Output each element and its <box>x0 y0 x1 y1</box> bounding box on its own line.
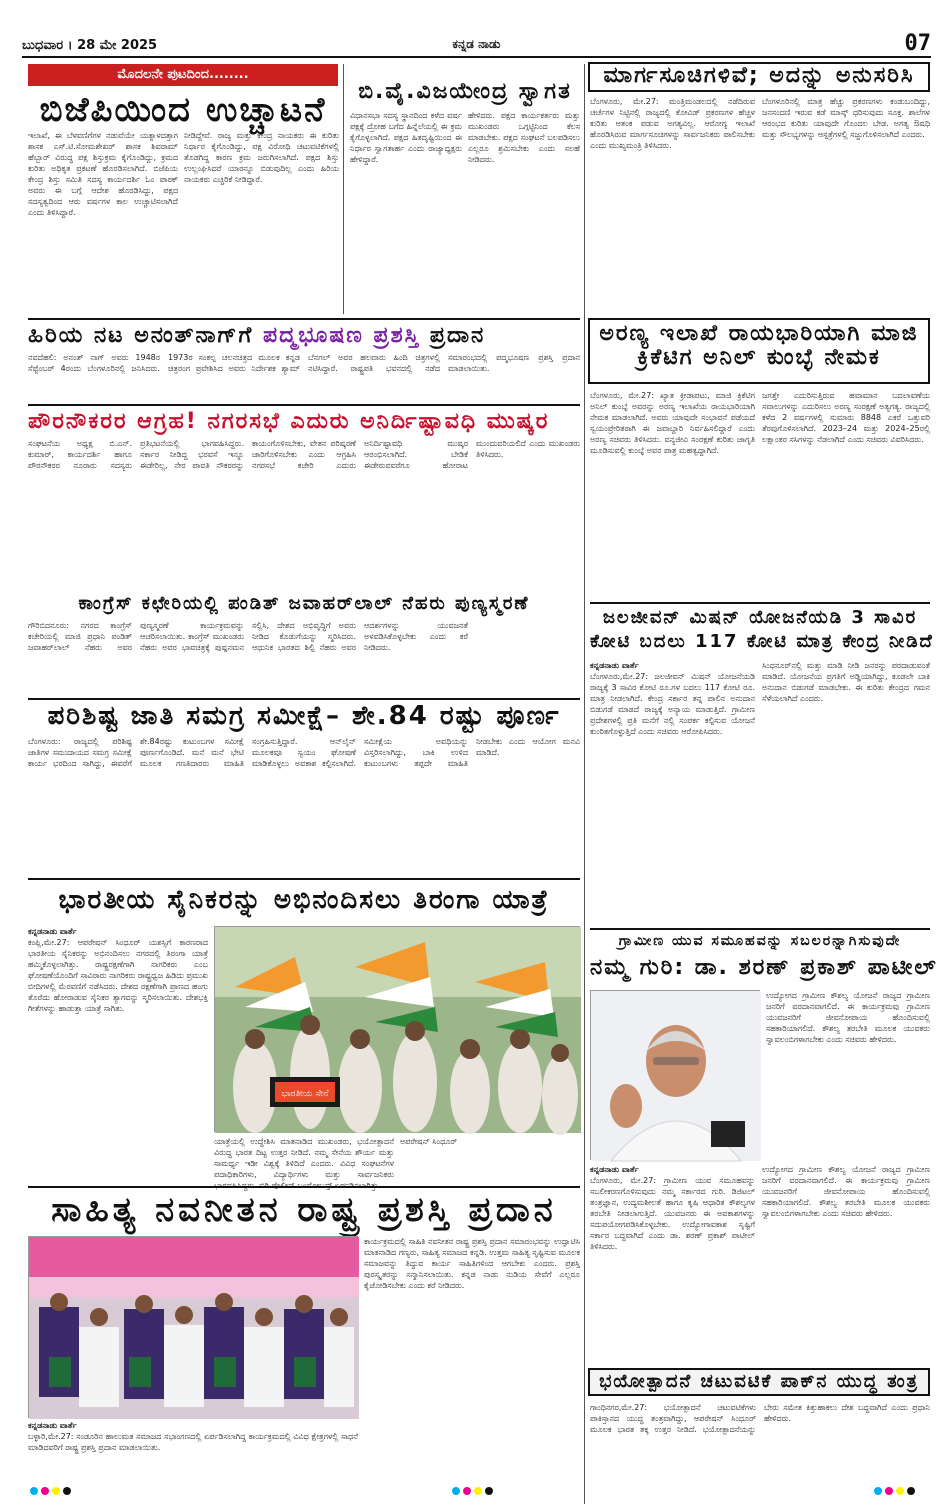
pak-headline: ಭಯೋತ್ಪಾದನೆ ಚಟುವಟಿಕೆ ಪಾಕ್‌ನ ಯುದ್ಧ ತಂತ್ರ <box>599 1371 919 1392</box>
sharan-text: ಬೆಂಗಳೂರು, ಮೇ.27: ಗ್ರಾಮೀಣ ಯುವ ಸಮೂಹವನ್ನು ಸಬಲೀಕರಣಗೊಳಿಸುವುದು ನಮ್ಮ ಸರ್ಕಾರದ ಗುರಿ. ಡಿಜಿಟಲ್ ತಂತ್ರಜ್ಞಾನ, ಉದ್ಯಮಶೀಲತೆ ಹಾಗೂ ಕೃಷಿ ಆಧಾರಿತ ಕೌಶಲ್ಯಗಳ ತರಬೇತಿ ನೀಡಲಾಗುತ್ತಿದೆ. ಯುವಜನರು ಈ ಅವಕಾಶಗಳನ್ನು ಸದುಪಯೋಗಪಡಿಸಿಕೊಳ್ಳಬೇಕು. ಉದ್ಯೋಗಾವಕಾಶ ಸೃಷ್ಟಿಗೆ ಸರ್ಕಾರ ಬದ್ಧವಾಗಿದೆ ಎಂದು ಡಾ. ಶರಣ್ ಪ್ರಕಾಶ್ ಪಾಟೀಲ್ ತಿಳಿಸಿದರು. <box>590 1176 755 1251</box>
minister-portrait-illustration <box>591 991 761 1161</box>
pak-body: ಗಾಂಧಿನಗರ,ಮೇ.27: ಭಯೋತ್ಪಾದನೆ ಚಟುವಟಿಕೆಗಳು ಪಾಕಿಸ್ತಾನದ ಯುದ್ಧ ತಂತ್ರವಾಗಿದ್ದು, ಆಪರೇಷನ್ ಸಿಂಧೂರ್ ಮೂಲಕ ಭಾರತ ತಕ್ಕ ಉತ್ತರ ನೀಡಿದೆ. ಭಯೋತ್ಪಾದನೆಯನ್ನು ಬೇರು ಸಮೇತ ಕಿತ್ತುಹಾಕಲು ದೇಶ ಬದ್ಧವಾಗಿದೆ ಎಂದು ಪ್ರಧಾನಿ ಹೇಳಿದರು. <box>590 1403 930 1434</box>
jaljeevan-col-2: ಸಿಂಧನೂರ್‌ನಲ್ಲಿ ಮತ್ತು ಮಾಡಿ ನೀಡಿ ಜನರನ್ನು ಪರದಾಡುವಂತೆ ಮಾಡಿದೆ. ಯೋಜನೆಯ ಪ್ರಗತಿಗೆ ಅಡ್ಡಿಯಾಗಿದ್ದು, ಕೂಡಲೇ ಬಾಕಿ ಅನುದಾನ ಬಿಡುಗಡೆ ಮಾಡಬೇಕು. ಈ ಕುರಿತು ಕೇಂದ್ರದ ಗಮನ ಸೆಳೆಯಲಾಗಿದೆ ಎಂದರು. <box>762 661 930 703</box>
jaljeevan-col-1 <box>590 660 755 928</box>
survey-body: ಬೆಂಗಳೂರು: ರಾಜ್ಯದಲ್ಲಿ ಪರಿಶಿಷ್ಟ ಜಾತಿಗಳ ಸಮುದಾಯದ ಸಮಗ್ರ ಸಮೀಕ್ಷೆ ಕಾರ್ಯ ಭರದಿಂದ ಸಾಗಿದ್ದು, ಈವರೆಗೆ ಶೇ.84ರಷ್ಟು ಕುಟುಂಬಗಳ ಸಮೀಕ್ಷೆ ಪೂರ್ಣಗೊಂಡಿದೆ. ಮನೆ ಮನೆ ಭೇಟಿ ಮೂಲಕ ಗಣತಿದಾರರು ಮಾಹಿತಿ ಸಂಗ್ರಹಿಸುತ್ತಿದ್ದಾರೆ. ಆನ್‌ಲೈನ್ ಮೂಲಕವೂ ಸ್ವಯಂ ಘೋಷಣೆ ಮಾಡಿಕೊಳ್ಳಲು ಅವಕಾಶ ಕಲ್ಪಿಸಲಾಗಿದೆ. ಸಮೀಕ್ಷೆಯ ಅವಧಿಯನ್ನು ವಿಸ್ತರಿಸಲಾಗಿದ್ದು, ಬಾಕಿ ಉಳಿದ ಕುಟುಂಬಗಳು ತಪ್ಪದೇ ಮಾಹಿತಿ ನೀಡಬೇಕು ಎಂದು ಆಯೋಗ ಮನವಿ ಮಾಡಿದೆ. <box>28 737 580 768</box>
divider <box>28 698 580 700</box>
registration-marks-left <box>30 1487 71 1495</box>
tiranga-col-1 <box>28 926 208 1184</box>
margasuchi-headline: ಮಾರ್ಗಸೂಚಿಗಳಿವೆ; ಅದನ್ನು ಅನುಸರಿಸಿ <box>603 63 915 88</box>
divider <box>28 1186 580 1188</box>
tiranga-photo <box>214 926 580 1132</box>
bjp-col-2: ನೀಡಿದ್ದೇವೆ. ರಾಜ್ಯ ಮತ್ತು ಕೇಂದ್ರ ನಾಯಕರು ಈ ಕುರಿತು ನಿರ್ಧಾರ ಕೈಗೊಂಡಿದ್ದು, ಪಕ್ಷ ವಿರೋಧಿ ಚಟುವಟಿಕೆಗಳಲ್ಲಿ ತೊಡಗಿದ್ದ ಕಾರಣ ಕ್ರಮ ಜರುಗಿಸಲಾಗಿದೆ. ಪಕ್ಷದ ಶಿಸ್ತು ಉಲ್ಲಂಘಿಸಿದರೆ ಯಾರನ್ನೂ ಬಿಡುವುದಿಲ್ಲ ಎಂದು ಹಿರಿಯ ನಾಯಕರು ಎಚ್ಚರಿಕೆ ನೀಡಿದ್ದಾರೆ. <box>184 131 339 184</box>
byv-col-1: ವಿಧಾನಸಭಾ ಸದಸ್ಯ ಸ್ಥಾನದಿಂದ ಕಳೆದ ವರ್ಷ ಪಕ್ಷಕ್ಕೆ ದ್ರೋಹ ಬಗೆದ ಹಿನ್ನೆಲೆಯಲ್ಲಿ ಈ ಕ್ರಮ ಕೈಗೊಳ್ಳಲಾಗಿದೆ. ಪಕ್ಷದ ಹಿತದೃಷ್ಟಿಯಿಂದ ಈ ನಿರ್ಧಾರ ಸ್ವಾಗತಾರ್ಹ ಎಂದು ರಾಜ್ಯಾಧ್ಯಕ್ಷರು ಹೇಳಿದ್ದಾರೆ. <box>350 111 462 164</box>
survey-headline: ಪರಿಶಿಷ್ಟ ಜಾತಿ ಸಮಗ್ರ ಸಮೀಕ್ಷೆ– ಶೇ.84 ರಷ್ಟು ಪೂರ್ಣ <box>47 701 561 731</box>
tiranga-headline: ಭಾರತೀಯ ಸೈನಿಕರನ್ನು ಅಭಿನಂದಿಸಲು ತಿರಂಗಾ ಯಾತ್ರೆ <box>58 885 550 915</box>
issue-date: ಬುಧವಾರ । 28 ಮೇ 2025 <box>22 38 158 53</box>
tiranga-col-3: ಅಪರೇಷನ್ ಸಿಂಧೂರ್ <box>400 1137 458 1146</box>
byv-headline: ಬಿ.ವೈ.ವಿಜಯೇಂದ್ರ ಸ್ವಾಗತ <box>358 79 572 104</box>
registration-marks-right <box>874 1487 915 1495</box>
jaljeevan-text: ಬೆಂಗಳೂರು,ಮೇ.27: ಜಲಜೀವನ್ ಮಿಷನ್ ಯೋಜನೆಯಡಿ ರಾಜ್ಯಕ್ಕೆ 3 ಸಾವಿರ ಕೋಟಿ ರೂ.ಗಳ ಬದಲು 117 ಕೋಟಿ ರೂ. ಮಾತ್ರ ನೀಡಲಾಗಿದೆ. ಕೇಂದ್ರ ಸರ್ಕಾರ ತನ್ನ ಪಾಲಿನ ಅನುದಾನ ಬಿಡುಗಡೆ ಮಾಡದೆ ರಾಜ್ಯಕ್ಕೆ ಅನ್ಯಾಯ ಮಾಡುತ್ತಿದೆ. ಗ್ರಾಮೀಣ ಪ್ರದೇಶಗಳಲ್ಲಿ ಪ್ರತಿ ಮನೆಗೆ ನಲ್ಲಿ ಸಂಪರ್ಕ ಕಲ್ಪಿಸುವ ಯೋಜನೆ ಕುಂಠಿತಗೊಳ್ಳುತ್ತಿದೆ ಎಂದು ಸಚಿವರು ಆರೋಪಿಸಿದರು. <box>590 672 755 736</box>
sharan-col-1: ಉದ್ಯೋಗದ ಗ್ರಾಮೀಣ ಕೌಶಲ್ಯ ಯೋಜನೆ ರಾಜ್ಯದ ಗ್ರಾಮೀಣ ಜನರಿಗೆ ವರದಾನವಾಗಲಿದೆ. ಈ ಕಾರ್ಯಕ್ರಮವು ಗ್ರಾಮೀಣ ಯುವಜನರಿಗೆ ಜೀವನೋಪಾಯ ಹೊಂದಿಸುವಲ್ಲಿ ಸಹಕಾರಿಯಾಗಲಿದೆ. ಕೌಶಲ್ಯ ತರಬೇತಿ ಮೂಲಕ ಯುವಕರು ಸ್ವಾವಲಂಬಿಗಳಾಗಬೇಕು ಎಂದು ಸಚಿವರು ಹೇಳಿದರು. <box>766 991 930 1044</box>
pourakarmika-headline-post: ಅನಿರ್ದಿಷ್ಟಾವಧಿ ಮುಷ್ಕರ <box>360 409 550 434</box>
section-kicker: ಮೊದಲನೇ ಪುಟದಿಂದ........ <box>28 64 338 86</box>
kumble-col-1: ಬೆಂಗಳೂರು, ಮೇ.27: ಖ್ಯಾತ ಕ್ರೀಡಾಪಟು, ಮಾಜಿ ಕ್ರಿಕೆಟಿಗ ಅನಿಲ್ ಕುಂಬ್ಳೆ ಅವರನ್ನು ಅರಣ್ಯ ಇಲಾಖೆಯ ರಾಯಭಾರಿಯಾಗಿ ನೇಮಕ ಮಾಡಲಾಗಿದೆ. ಅವರು ಯಾವುದೇ ಸಂಭಾವನೆ ಪಡೆಯದೆ ಸ್ವಯಂಪ್ರೇರಿತರಾಗಿ ಈ ಜವಾಬ್ದಾರಿ ನಿರ್ವಹಿಸಲಿದ್ದಾರೆ ಎಂದು ಅರಣ್ಯ ಸಚಿವರು ತಿಳಿಸಿದರು. ವನ್ಯಜೀವಿ ಸಂರಕ್ಷಣೆ ಕುರಿತು ಜಾಗೃತಿ ಮೂಡಿಸುವಲ್ಲಿ ಕುಂಬ್ಳೆ ಅವರ ಪಾತ್ರ ಮಹತ್ವದ್ದಾಗಿದೆ. <box>590 391 755 455</box>
margasuchi-col-2: ಬೆಂಗಳೂರಿನಲ್ಲಿ ಮಾತ್ರ ಹೆಚ್ಚು ಪ್ರಕರಣಗಳು ಕಂಡುಬಂದಿದ್ದು, ಜನಸಂದಣಿ ಇರುವ ಕಡೆ ಮಾಸ್ಕ್ ಧರಿಸುವುದು ಸೂಕ್ತ. ಶಾಲೆಗಳ ಆರಂಭದ ಕುರಿತು ಯಾವುದೇ ಗೊಂದಲ ಬೇಡ. ಅಗತ್ಯ ಔಷಧಿ ಮತ್ತು ಸೌಲಭ್ಯಗಳನ್ನು ಆಸ್ಪತ್ರೆಗಳಲ್ಲಿ ಸಜ್ಜುಗೊಳಿಸಲಾಗಿದೆ ಎಂದರು. <box>762 97 930 139</box>
sahitya-headline: ಸಾಹಿತ್ಯ ನವನೀತನ ರಾಷ್ಟ್ರ ಪ್ರಶಸ್ತಿ ಪ್ರದಾನ <box>51 1190 557 1230</box>
sahitya-col-1 <box>28 1420 358 1498</box>
bjp-col-1: ಇಲಾಖೆ, ಈ ಬೆಳವಣಿಗೆಗಳ ನಡುವೆಯೇ ಯತ್ನಾಳದತ್ತಾಗ ಶಾಸಕ ಎಸ್.ಟಿ.ಸೋಮಶೇಖರ್ ಶಾಸಕ ಶಿವರಾಮ್ ಹೆಬ್ಬಾರ್ ವಿರುದ್ಧ ಪಕ್ಷ ಶಿಸ್ತುಕ್ರಮ ಕೈಗೊಂಡಿದ್ದು, ಕ್ರಮದ ಕುರಿತು ಅಧಿಕೃತ ಪ್ರಕಟಣೆ ಹೊರಡಿಸಲಾಗಿದೆ. ಬಿಜೆಪಿಯ ಕೇಂದ್ರ ಶಿಸ್ತು ಸಮಿತಿ ಸದಸ್ಯ ಕಾರ್ಯದರ್ಶಿ ಓಂ ಪಾಠಕ್ ಅವರು ಈ ಬಗ್ಗೆ ಆದೇಶ ಹೊರಡಿಸಿದ್ದು, ಪಕ್ಷದ ಸದಸ್ಯತ್ವದಿಂದ ಆರು ವರ್ಷಗಳ ಕಾಲ ಉಚ್ಚಾಟಿಸಲಾಗಿದೆ ಎಂದು ತಿಳಿಸಿದ್ದಾರೆ. <box>28 131 178 217</box>
kumble-headline: ಅರಣ್ಯ ಇಲಾಖೆ ರಾಯಭಾರಿಯಾಗಿ ಮಾಜಿ ಕ್ರಿಕೆಟಿಗ ಅನಿಲ್ ಕುಂಬ್ಳೆ ನೇಮಕ <box>599 321 919 371</box>
sahitya-col-2: ಕಾರ್ಯಕ್ರಮದಲ್ಲಿ ಸಾಹಿತಿ ನವನೀತನ ರಾಷ್ಟ್ರ ಪ್ರಶಸ್ತಿ ಪ್ರದಾನ ಸಮಾರಂಭವನ್ನು ಉದ್ಘಾಟಿಸಿ ಮಾತನಾಡಿದ ಗಣ್ಯರು, ಸಾಹಿತ್ಯ ಸಮಾಜದ ಕನ್ನಡಿ. ಉತ್ತಮ ಸಾಹಿತ್ಯ ಸೃಷ್ಟಿಸುವ ಮೂಲಕ ಸಮಾಜವನ್ನು ತಿದ್ದುವ ಕಾರ್ಯ ಸಾಹಿತಿಗಳಿಂದ ಆಗಬೇಕು ಎಂದರು. ಪ್ರಶಸ್ತಿ ಪುರಸ್ಕೃತರನ್ನು ಸನ್ಮಾನಿಸಲಾಯಿತು. ಕನ್ನಡ ನಾಡು ನುಡಿಯ ಸೇವೆಗೆ ಎಲ್ಲರೂ ಕೈಜೋಡಿಸಬೇಕು ಎಂದು ಕರೆ ನೀಡಿದರು. <box>364 1237 580 1290</box>
jaljeevan-headline-1: ಜಲಜೀವನ್ ಮಿಷನ್ ಯೋಜನೆಯಡಿ 3 ಸಾವಿರ <box>602 607 918 628</box>
divider <box>590 602 930 604</box>
anant-headline <box>28 324 580 348</box>
registration-marks-center <box>452 1487 493 1495</box>
jaljeevan-headline-2: ಕೋಟಿ ಬದಲು 117 ಕೋಟಿ ಮಾತ್ರ ಕೇಂದ್ರ ನೀಡಿದೆ <box>590 631 934 652</box>
kumble-col-2: ಜಗತ್ತೇ ಎದುರಿಸುತ್ತಿರುವ ಹವಾಮಾನ ಬದಲಾವಣೆಯ ಸವಾಲುಗಳನ್ನು ಎದುರಿಸಲು ಅರಣ್ಯ ಸಂರಕ್ಷಣೆ ಅತ್ಯಗತ್ಯ. ರಾಜ್ಯದಲ್ಲಿ ಕಳೆದ 2 ವರ್ಷಗಳಲ್ಲಿ ಸುಮಾರು 8848 ಎಕರೆ ಒತ್ತುವರಿ ತೆರವುಗೊಳಿಸಲಾಗಿದೆ. 2023–24 ಮತ್ತು 2024–25ರಲ್ಲಿ ಲಕ್ಷಾಂತರ ಸಸಿಗಳನ್ನು ನೆಡಲಾಗಿದೆ ಎಂದು ಸಚಿವರು ವಿವರಿಸಿದರು. <box>762 391 930 444</box>
sahitya-byline: ಕನ್ನಡನಾಡು ವಾರ್ತೆ <box>28 1421 77 1430</box>
rally-banner-text: ಭಾರತೀಯ ಸೇನೆ <box>281 1089 329 1099</box>
anant-body: ನವದೆಹಲಿ: ಅನಂತ್ ನಾಗ್ ಅವರು 1948ರ ಸೆಪ್ಟೆಂಬರ್ 4ರಂದು ಬೆಂಗಳೂರಿನಲ್ಲಿ ಜನಿಸಿದರು. 1973ರ ಸಂಕಲ್ಪ ಚಲನಚಿತ್ರದ ಮೂಲಕ ಕನ್ನಡ ಚಿತ್ರರಂಗ ಪ್ರವೇಶಿಸಿದ ಅವರು ನಿರ್ದೇಶಕ ಶ್ಯಾಮ್ ಬೆನಗಲ್ ಅವರ ಹಲವಾರು ಹಿಂದಿ ಚಿತ್ರಗಳಲ್ಲಿ ನಟಿಸಿದ್ದಾರೆ. ರಾಷ್ಟ್ರಪತಿ ಭವನದಲ್ಲಿ ನಡೆದ ಸಮಾರಂಭದಲ್ಲಿ ಪದ್ಮಭೂಷಣ ಪ್ರಶಸ್ತಿ ಪ್ರದಾನ ಮಾಡಲಾಯಿತು. <box>28 353 580 373</box>
rally-photo-illustration <box>215 927 581 1133</box>
sahitya-photo <box>28 1236 358 1418</box>
sahitya-text: ಬಳ್ಳಾರಿ,ಮೇ.27: ಸಂಡೂರಿನ ಹಾಲುಮತ ಸಮಾಜದ ಸಭಾಂಗಣದಲ್ಲಿ ಏರ್ಪಡಿಸಲಾಗಿದ್ದ ಕಾರ್ಯಕ್ರಮದಲ್ಲಿ ವಿವಿಧ ಕ್ಷೇತ್ರಗಳಲ್ಲಿ ಸಾಧನೆ ಮಾಡಿದವರಿಗೆ ರಾಷ್ಟ್ರ ಪ್ರಶಸ್ತಿ ಪ್ರದಾನ ಮಾಡಲಾಯಿತು. <box>28 1432 358 1452</box>
award-ceremony-illustration <box>29 1237 359 1419</box>
page-number: 07 <box>904 31 931 56</box>
tiranga-text-1: ಕಂಪ್ಲಿ,ಮೇ.27: ಆಪರೇಷನ್ ಸಿಂಧೂರ್ ಯಶಸ್ಸಿಗೆ ಕಾರಣರಾದ ಭಾರತೀಯ ಸೈನಿಕರನ್ನು ಅಭಿನಂದಿಸಲು ನಗರದಲ್ಲಿ ತಿರಂಗಾ ಯಾತ್ರೆ ಹಮ್ಮಿಕೊಳ್ಳಲಾಗಿತ್ತು. ರಾಷ್ಟ್ರರಕ್ಷಣೆಗಾಗಿ ನಾಗರಿಕರು ಎಂಬ ಘೋಷಣೆಯೊಂದಿಗೆ ಸಾವಿರಾರು ನಾಗರಿಕರು ರಾಷ್ಟ್ರಧ್ವಜ ಹಿಡಿದು ಪ್ರಮುಖ ಬೀದಿಗಳಲ್ಲಿ ಮೆರವಣಿಗೆ ನಡೆಸಿದರು. ದೇಶದ ರಕ್ಷಣೆಗಾಗಿ ಪ್ರಾಣದ ಹಂಗು ತೊರೆದು ಹೋರಾಡುವ ಸೈನಿಕರ ತ್ಯಾಗವನ್ನು ಸ್ಮರಿಸಲಾಯಿತು. ದೇಶಭಕ್ತಿ ಗೀತೆಗಳನ್ನು ಹಾಡುತ್ತಾ ಯಾತ್ರೆ ಸಾಗಿತು. <box>28 938 208 1013</box>
sharan-photo <box>590 990 760 1160</box>
pourakarmika-headline <box>28 410 580 434</box>
bjp-headline: ಬಿಜೆಪಿಯಿಂದ ಉಚ್ಚಾಟನೆ <box>39 90 327 130</box>
sharan-col-3: ಉದ್ಯೋಗದ ಗ್ರಾಮೀಣ ಕೌಶಲ್ಯ ಯೋಜನೆ ರಾಜ್ಯದ ಗ್ರಾಮೀಣ ಜನರಿಗೆ ವರದಾನವಾಗಲಿದೆ. ಈ ಕಾರ್ಯಕ್ರಮವು ಗ್ರಾಮೀಣ ಯುವಜನರಿಗೆ ಜೀವನೋಪಾಯ ಹೊಂದಿಸುವಲ್ಲಿ ಸಹಕಾರಿಯಾಗಲಿದೆ. ಕೌಶಲ್ಯ ತರಬೇತಿ ಮೂಲಕ ಯುವಕರು ಸ್ವಾವಲಂಬಿಗಳಾಗಬೇಕು ಎಂದು ಸಚಿವರು ಹೇಳಿದರು. <box>762 1165 930 1218</box>
divider <box>584 64 585 1504</box>
divider <box>590 928 930 930</box>
nehru-body: ಗೌರಿಬಿದನೂರು: ನಗರದ ಕಾಂಗ್ರೆಸ್ ಕಚೇರಿಯಲ್ಲಿ ಮಾಜಿ ಪ್ರಧಾನಿ ಪಂಡಿತ್ ಜವಾಹರ್‌ಲಾಲ್ ನೆಹರು ಅವರ ಪುಣ್ಯಸ್ಮರಣೆ ಕಾರ್ಯಕ್ರಮವನ್ನು ಆಚರಿಸಲಾಯಿತು. ಕಾಂಗ್ರೆಸ್ ಮುಖಂಡರು ನೆಹರು ಅವರ ಭಾವಚಿತ್ರಕ್ಕೆ ಪುಷ್ಪನಮನ ಸಲ್ಲಿಸಿ, ದೇಶದ ಅಭಿವೃದ್ಧಿಗೆ ಅವರು ನೀಡಿದ ಕೊಡುಗೆಯನ್ನು ಸ್ಮರಿಸಿದರು. ಆಧುನಿಕ ಭಾರತದ ಶಿಲ್ಪಿ ನೆಹರು ಅವರ ಆದರ್ಶಗಳನ್ನು ಯುವಜನತೆ ಅಳವಡಿಸಿಕೊಳ್ಳಬೇಕು ಎಂದು ಕರೆ ನೀಡಿದರು. <box>28 621 468 652</box>
pourakarmika-body: ಸಂಘಟನೆಯ ಅಧ್ಯಕ್ಷ ಬಿ.ಎನ್. ಕುಮಾರ್, ಕಾರ್ಯದರ್ಶಿ ಹಾಗೂ ಪೌರನೌಕರರ ನೂರಾರು ಸದಸ್ಯರು ಪ್ರತಿಭಟನೆಯಲ್ಲಿ ಭಾಗವಹಿಸಿದ್ದರು. ಸರ್ಕಾರ ನೀಡಿದ್ದ ಭರವಸೆ ಇನ್ನೂ ಈಡೇರಿಲ್ಲ, ನೇರ ಪಾವತಿ ನೌಕರರನ್ನು ಕಾಯಂಗೊಳಿಸಬೇಕು, ವೇತನ ಪರಿಷ್ಕರಣೆ ಜಾರಿಗೊಳಿಸಬೇಕು ಎಂದು ಆಗ್ರಹಿಸಿ ನಗರಸಭೆ ಕಚೇರಿ ಎದುರು ಅನಿರ್ದಿಷ್ಟಾವಧಿ ಮುಷ್ಕರ ಆರಂಭಿಸಲಾಗಿದೆ. ಬೇಡಿಕೆ ಈಡೇರುವವರೆಗೂ ಹೋರಾಟ ಮುಂದುವರಿಯಲಿದೆ ಎಂದು ಮುಖಂಡರು ತಿಳಿಸಿದರು. <box>28 439 580 470</box>
tiranga-byline: ಕನ್ನಡನಾಡು ವಾರ್ತೆ <box>28 927 77 936</box>
jaljeevan-byline: ಕನ್ನಡನಾಡು ವಾರ್ತೆ <box>590 661 639 670</box>
byv-col-2: ಹೇಳಿದರು. ಪಕ್ಷದ ಕಾರ್ಯಕರ್ತರು ಮತ್ತು ಮುಖಂಡರು ಒಗ್ಗಟ್ಟಿನಿಂದ ಕೆಲಸ ಮಾಡಬೇಕು. ಪಕ್ಷದ ಸಂಘಟನೆ ಬಲಪಡಿಸಲು ಎಲ್ಲರೂ ಶ್ರಮಿಸಬೇಕು ಎಂದು ಸಲಹೆ ನೀಡಿದರು. <box>468 111 580 164</box>
sharan-headline-2: ನಮ್ಮ ಗುರಿ: ಡಾ. ಶರಣ್ ಪ್ರಕಾಶ್ ಪಾಟೀಲ್ <box>590 955 938 980</box>
pourakarmika-headline-pre: ಪೌರನೌಕರರ ಆಗ್ರಹ! ನಗರಸಭೆ ಎದುರು <box>28 409 351 434</box>
sharan-col-2 <box>590 1164 755 1362</box>
divider <box>343 64 344 314</box>
divider <box>28 878 580 880</box>
masthead: ಕನ್ನಡ ನಾಡು <box>452 37 501 51</box>
sharan-headline-1: ಗ್ರಾಮೀಣ ಯುವ ಸಮೂಹವನ್ನು ಸಬಲರನ್ನಾಗಿಸುವುದೇ <box>618 933 902 949</box>
anant-headline-post: ಪ್ರದಾನ <box>429 323 486 348</box>
divider <box>28 318 580 320</box>
margasuchi-col-1: ಬೆಂಗಳೂರು, ಮೇ.27: ಮಂತ್ರಿಮಂಡಲದಲ್ಲಿ ನಡೆದಿರುವ ಚರ್ಚೆಗಳ ನಿಟ್ಟಿನಲ್ಲಿ ರಾಜ್ಯದಲ್ಲಿ ಕೋವಿಡ್ ಪ್ರಕರಣಗಳ ಹೆಚ್ಚಳ ಕುರಿತು ಆತಂಕ ಪಡುವ ಅಗತ್ಯವಿಲ್ಲ. ಆರೋಗ್ಯ ಇಲಾಖೆ ಹೊರಡಿಸಿರುವ ಮಾರ್ಗಸೂಚಿಗಳನ್ನು ಸಾರ್ವಜನಿಕರು ಪಾಲಿಸಬೇಕು ಎಂದು ಮುಖ್ಯಮಂತ್ರಿ ತಿಳಿಸಿದರು. <box>590 97 755 150</box>
nehru-headline: ಕಾಂಗ್ರೆಸ್ ಕಛೇರಿಯಲ್ಲಿ ಪಂಡಿತ್ ಜವಾಹರ್‌ಲಾಲ್ ನೆಹರು ಪುಣ್ಯಸ್ಮರಣೆ <box>78 593 530 614</box>
anant-headline-mid: ಪದ್ಮಭೂಷಣ ಪ್ರಶಸ್ತಿ <box>262 323 421 348</box>
divider <box>28 404 580 406</box>
page-header <box>22 32 931 58</box>
tiranga-col-2: ಯಾತ್ರೆಯಲ್ಲಿ ಉದ್ದೇಶಿಸಿ ಮಾತನಾಡಿದ ಮುಖಂಡರು, ಭಯೋತ್ಪಾದನೆ ವಿರುದ್ಧ ಭಾರತ ದಿಟ್ಟ ಉತ್ತರ ನೀಡಿದೆ. ನಮ್ಮ ಸೇನೆಯ ಶೌರ್ಯ ಮತ್ತು ಸಾಮರ್ಥ್ಯ ಇಡೀ ವಿಶ್ವಕ್ಕೆ ತಿಳಿದಿದೆ ಎಂದರು. ವಿವಿಧ ಸಂಘಟನೆಗಳ ಪದಾಧಿಕಾರಿಗಳು, ವಿದ್ಯಾರ್ಥಿಗಳು ಮತ್ತು ಸಾರ್ವಜನಿಕರು <box>214 1137 394 1179</box>
sharan-byline: ಕನ್ನಡನಾಡು ವಾರ್ತೆ <box>590 1165 639 1174</box>
anant-headline-pre: ಹಿರಿಯ ನಟ ಅನಂತ್‌ನಾಗ್‌ಗೆ <box>28 323 254 348</box>
